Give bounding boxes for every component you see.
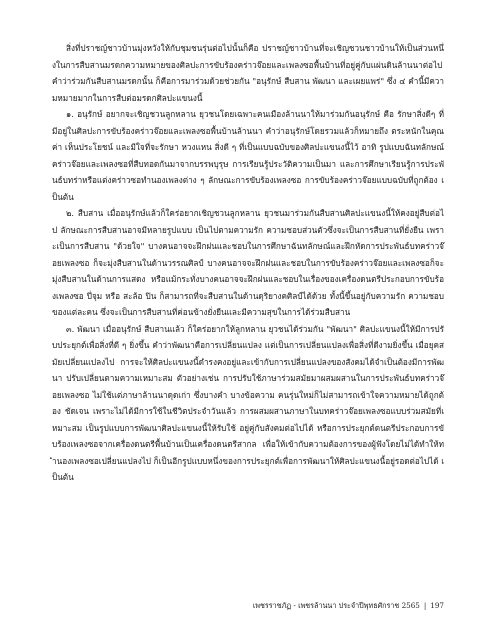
- paragraph-conserve: ๑. อนุรักษ์ อยากจะเชิญชวนลูกหลาน ยุวชนโดยเฉพาะคนเมืองล้านนาให้มาร่วมกันอนุรักษ์ คือ รักษาสิ่งดีๆ ที่มีอยู่ในศิลปะการขับร้องคร่าวจ๊อยและเพลงซอพื้นบ้านล้านนา คำว่าอนุรักษ์โดยรวมแล้วก็หมายถึง ตระหนักในคุณค่า เห็นประโยชน์ และมีใจที่จะรักษา หวงแหน สิ่งดี ๆ ที่เป็นแบบฉบับของศิลปะแขนงนี้ไว้ อาทิ รูปแบบฉันทลักษณ์คร่าวจ๊อยและเพลงซอที่สืบทอดกันมาจากบรรพบุรุษ การเรียนรู้ประวัติความเป็นมา และการศึกษาเรียนรู้การประพันธ์บทร่าหรือแต่งคร่าวซอทำนองเพลงต่าง ๆ ลักษณะการขับร้องเพลงซอ การขับร้องคร่าวจ๊อยแบบฉบับที่ถูกต้อง เป็นต้น: [52, 109, 444, 202]
- footer-separator: |: [423, 601, 427, 610]
- publication-title: เพชรราชภัฏ - เพชรล้านนา ประจำปีพุทธศักราช 2565: [252, 601, 420, 610]
- paragraph-inherit: ๒. สืบสาน เมื่ออนุรักษ์แล้วก็ใคร่อยากเชิญชวนลูกหลาน ยุวชนมาร่วมกันสืบสานศิลปะแขนงนี้ให้คงอยู่สืบต่อไป ลักษณะการสืบสานอาจมีหลายรูปแบบ เป็นไปตามความรัก ความชอบส่วนตัวซึ่งจะเป็นการสืบสานที่ยั่งยืน เพราะเป็นการสืบสาน "ด้วยใจ" บางคนอาจจะฝึกฝนและชอบในการศึกษาฉันทลักษณ์และฝึกหัดการประพันธ์บทคร่าวจ๊อยเพลงซอ ก็จะมุ่งสืบสานในด้านวรรณศิลป์ บางคนอาจจะฝึกฝนและชอบในการขับร้องคร่าวจ๊อยและเพลงซอก็จะมุ่งสืบสานในด้านการแสดง หรือแม้กระทั่งบางคนอาจจะฝึกฝนและชอบในเรื่องของเครื่องดนตรีประกอบการขับร้องเพลงซอ ปี่จุม หรือ สะล้อ ปิน ก็สามารถที่จะสืบสานในด้านดุริยางคศิลป์ได้ด้วย ทั้งนี้ขึ้นอยู่กับความรัก ความชอบของแต่ละคน ซึ่งจะเป็นการสืบสานที่ค่อนข้างยั่งยืนและมีความสุขในการได้ร่วมสืบสาน: [52, 208, 444, 317]
- body-text: [52, 40, 444, 486]
- paragraph-develop: ๓. พัฒนา เมื่ออนุรักษ์ สืบสานแล้ว ก็ใคร่อยากให้ลูกหลาน ยุวชนได้ร่วมกัน "พัฒนา" ศิลปะแขนงนี้ให้มีการปรับประยุกต์เพื่อสิ่งที่ดี ๆ ยิ่งขึ้น คำว่าพัฒนาคือการเปลี่ยนแปลง แต่เป็นการเปลี่ยนแปลงเพื่อสิ่งที่ดีงามยิ่งขึ้น เมื่อยุคสมัยเปลี่ยนแปลงไป การจะให้ศิลปะแขนงนี้ดำรงคงอยู่และเข้ากับการเปลี่ยนแปลงของสังคมได้จำเป็นต้องมีการพัฒนา ปรับเปลี่ยนตามความเหมาะสม ตัวอย่างเช่น การปรับใช้ภาษาร่วมสมัยมาผสมผสานในการประพันธ์บทคร่าวจ๊อยเพลงซอ ไม่ใช้แต่ภาษาล้านนาดุดเก่า ซึ่งบางคำ บางข้อความ คนรุ่นใหม่ก็ไม่สามารถเข้าใจความหมายได้ถูกต้อง ชัดเจน เพราะไม่ได้มีการใช้ในชีวิตประจำวันแล้ว การผสมผสานภาษาในบทคร่าวจ๊อยเพลงซอแบบร่วมสมัยที่เหมาะสม เป็นรูปแบบการพัฒนาศิลปะแขนงนี้ให้รับใช้ อยู่คู่กับสังคมต่อไปได้ หรือการประยุกต์ดนตรีประกอบการขับร้องเพลงซอจากเครื่องดนตรีพื้นบ้านเป็นเครื่องดนตรีสากล เพื่อให้เข้ากับความต้องการของผู้ฟังโดยไม่ได้ทำให้ทำนองเพลงซอเปลี่ยนแปลงไป ก็เป็นอีกรูปแบบหนึ่งของการประยุกต์เพื่อการพัฒนาให้ศิลปะแขนงนี้อยู่รอดต่อไปได้ เป็นต้น: [52, 323, 444, 482]
- paragraph-intro: สิ่งที่ปราชญ์ชาวบ้านมุ่งหวังให้กับชุมชนรุ่นต่อไปนั้นก็คือ ปราชญ์ชาวบ้านที่จะเชิญชวนชาวบ้านให้เป็นส่วนหนึ่งในการสืบสานมรดกความหมายของศิลปะการขับร้องคร่าวจ๊อยและเพลงซอพื้นบ้านที่อยู่คู่กับแผ่นดินล้านนาต่อไป คำว่าร่วมกันสืบสานมรดกนั้น ก็คือการมาร่วมด้วยช่วยกัน "อนุรักษ์ สืบสาน พัฒนา และเผยแพร่" ซึ่ง ๔ คำนี้มีความหมายมากในการสืบต่อมรดกศิลปะแขนงนี้: [52, 43, 444, 103]
- page-footer: [253, 601, 444, 611]
- page-number: 197: [430, 601, 444, 610]
